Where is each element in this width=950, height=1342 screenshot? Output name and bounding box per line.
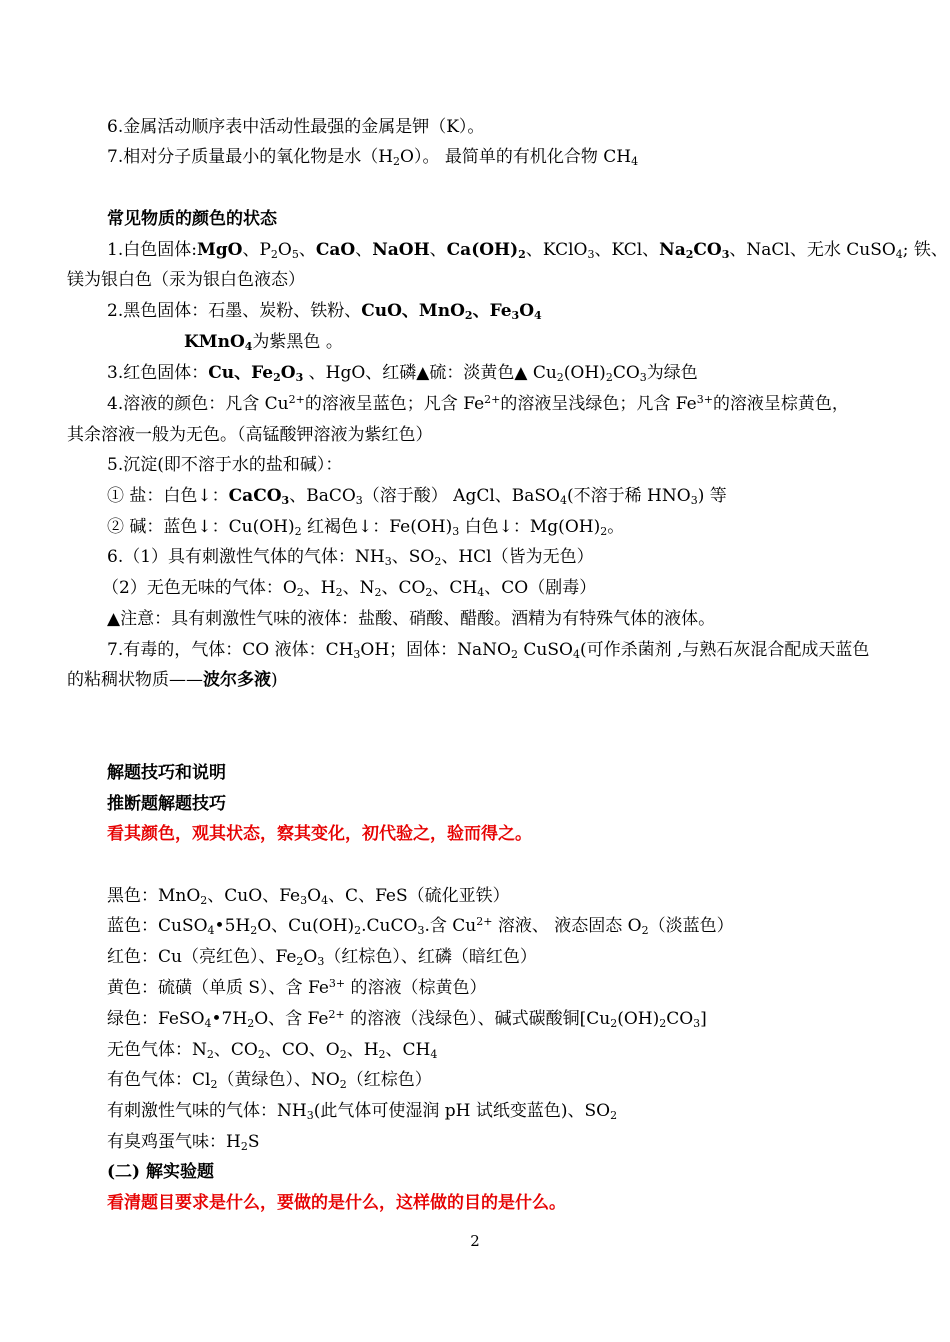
black-color-line: 黑色：MnO$_2$、CuO、$Fe_3O_4$、C、FeS（硫化亚铁） [107, 886, 510, 907]
irritating-gas-line: 6.（1）具有刺激性气体的气体：$NH_3$、$SO_2$、HCl（皆为无色） [107, 547, 594, 568]
rotten-egg-line: 有臭鸡蛋气味：$H_2S$ [107, 1132, 260, 1153]
black-solids-line: 2.黑色固体：石墨、炭粉、铁粉、CuO、MnO$_2$、$Fe_3O_4$ [107, 301, 542, 322]
kmno4-line: KMnO$_4$为紫黑色 。 [184, 332, 343, 353]
red-motto-1: 看其颜色，观其状态，察其变化，初代验之，验而得之。 [107, 824, 532, 844]
white-solids-line-cont: 镁为银白色（汞为银白色液态） [67, 270, 305, 290]
precipitate-line: 5.沉淀(即不溶于水的盐和碱）： [107, 455, 343, 475]
toxic-line: 7.有毒的，气体：CO 液体：$CH_3OH$；固体：NaNO$_2$ CuSO$_4$(可作杀菌剂 ,与熟石灰混合配成天蓝色 [107, 640, 870, 661]
solution-colors-line: 4.溶液的颜色：凡含 $Cu^{2+}$的溶液呈蓝色；凡含 $Fe^{2+}$的溶液呈浅绿色；凡含 $Fe^{3+}$的溶液呈棕黄色， [107, 393, 849, 414]
solution-colors-line-cont: 其余溶液一般为无色。（高锰酸钾溶液为紫红色） [67, 425, 433, 445]
green-color-line: 绿色：$FeSO_4•7H_2O$、含 $Fe^{2+}$ 的溶液（浅绿色）、碱式碳酸铜$[Cu_2(OH)_2CO_3]$ [107, 1008, 707, 1030]
fact-line-7: 7.相对分子质量最小的氧化物是水$(H_2O)$。 最简单的有机化合物 $CH_4$ [107, 147, 639, 168]
red-solids-line: 3.红色固体：Cu、$Fe_2O_3$ 、HgO、红磷▲硫：淡黄色▲ $Cu_2(OH)_2CO_3$为绿色 [107, 363, 698, 384]
red-color-line: 红色：Cu（亮红色）、$Fe_2O_3$（红棕色）、红磷（暗红色） [107, 947, 537, 968]
section-heading-colors: 常见物质的颜色的状态 [107, 209, 277, 229]
blue-color-line: 蓝色：$CuSO_4•5H_2O$、$Cu(OH)_2.CuCO_3$.含 $Cu^{2+}$ 溶液、 液态固态 $O_2$（淡蓝色） [107, 915, 734, 937]
section-heading-experiment: (二) 解实验题 [107, 1162, 215, 1182]
colored-gas-line: 有色气体：$Cl_2$（黄绿色）、$NO_2$（红棕色） [107, 1070, 432, 1091]
fact-line-6: 6.金属活动顺序表中活动性最强的金属是钾（K）。 [107, 117, 485, 137]
base-precipitate-line: ② 碱：蓝色↓：$Cu(OH)_2$ 红褐色↓：$Fe(OH)_3$ 白色↓：$Mg(OH)_2$。 [107, 517, 625, 538]
odorless-gas-line: （2）无色无味的气体：$O_2$、$H_2$、$N_2$、$CO_2$、$CH_4$、CO（剧毒） [102, 578, 597, 599]
red-motto-2: 看清题目要求是什么，要做的是什么，这样做的目的是什么。 [107, 1193, 566, 1213]
page-number: 2 [470, 1232, 480, 1250]
yellow-color-line: 黄色：硫磺（单质 S）、含 $Fe^{3+}$ 的溶液（棕黄色） [107, 977, 487, 998]
note-line: ▲注意：具有刺激性气味的液体：盐酸、硝酸、醋酸。酒精为有特殊气体的液体。 [107, 609, 716, 629]
white-solids-line: 1.白色固体:MgO、$P_2O_5$、CaO、NaOH、$Ca(OH)_2$、KClO$_3$、KCl、$Na_2CO_3$、NaCl、无水 CuSO$_4$; 铁、 [107, 240, 948, 261]
section-heading-tips: 解题技巧和说明 [107, 763, 226, 783]
toxic-line-cont: 的粘稠状物质——波尔多液) [67, 670, 278, 690]
colorless-gas-line: 无色气体：$N_2$、$CO_2$、CO、$O_2$、$H_2$、$CH_4$ [107, 1040, 438, 1061]
pungent-gas-line: 有刺激性气味的气体：$NH_3$(此气体可使湿润 pH 试纸变蓝色)、$SO_2$ [107, 1101, 618, 1122]
section-heading-inference: 推断题解题技巧 [107, 794, 226, 814]
salt-precipitate-line: ① 盐：白色↓：CaCO$_3$、BaCO$_3$（溶于酸） AgCl、BaSO$_4$(不溶于稀 $HNO_3$) 等 [107, 486, 727, 507]
